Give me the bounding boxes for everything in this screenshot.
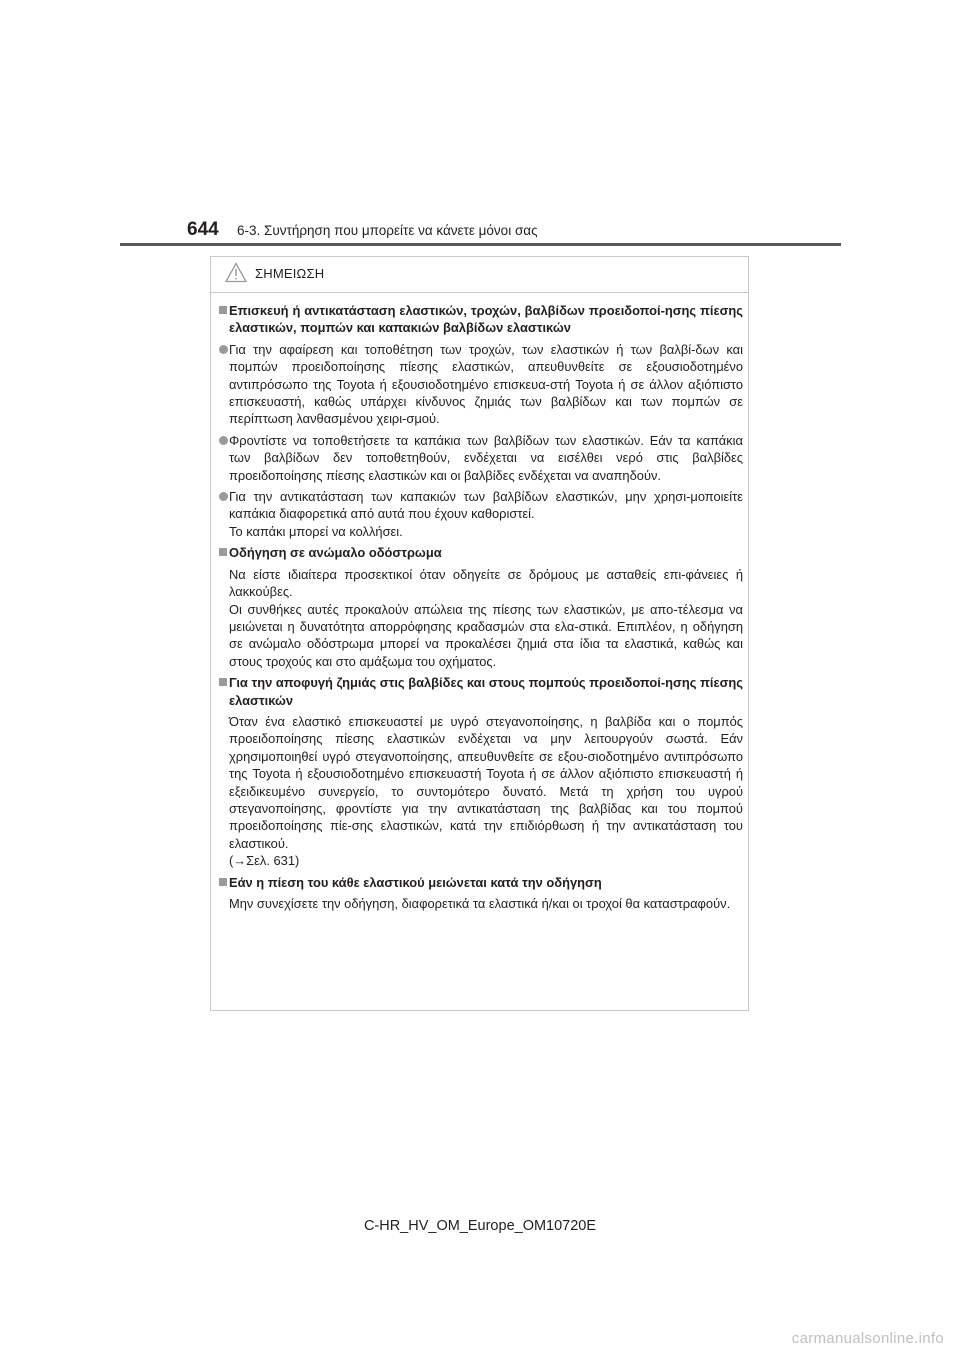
section-heading: Οδήγηση σε ανώμαλο οδόστρωμα [219,544,743,561]
section-heading: Για την αποφυγή ζημιάς στις βαλβίδες και στους πομπούς προειδοποί-ησης πίεσης ελαστικών [219,674,743,709]
bullet-item: Για την αφαίρεση και τοποθέτηση των τροχών, των ελαστικών ή των βαλβί-δων και πομπών προειδοποίησης πίεσης ελαστικών, απευθυνθείτε σε εξουσιοδοτημένο αντιπρόσωπο της Toyota ή εξουσιοδοτημένο επισκευα-στή Toyota ή σε άλλον αξιόπιστο επισκευαστή, καθώς υπάρχει κίνδυνος ζημιάς των βαλβίδων και των πομπών σε περίπτωση λανθασμένου χειρι-σμού. [219,341,743,428]
square-bullet-icon [219,306,227,314]
section-heading: Εάν η πίεση του κάθε ελαστικού μειώνεται κατά την οδήγηση [219,874,743,891]
circle-bullet-icon [219,436,228,445]
note-title: ΣΗΜΕΙΩΣΗ [255,266,325,281]
document-code: C-HR_HV_OM_Europe_OM10720E [363,1218,597,1234]
circle-bullet-icon [219,345,228,354]
note-body [219,302,743,916]
header-rule [120,243,841,246]
section-title: 6-3. Συντήρηση που μπορείτε να κάνετε μόνοι σας [237,223,538,238]
paragraph: Μην συνεχίσετε την οδήγηση, διαφορετικά τα ελαστικά ή/και οι τροχοί θα καταστραφούν. [229,896,731,911]
circle-bullet-icon [219,492,228,501]
square-bullet-icon [219,678,227,686]
watermark: carmanualsonline.info [791,1330,944,1347]
bullet-item: Φροντίστε να τοποθετήσετε τα καπάκια των βαλβίδων των ελαστικών. Εάν τα καπάκια των βαλβίδων δεν τοποθετηθούν, ενδέχεται να εισέλθει νερό στις βαλβίδες προειδοποίησης πίεσης ελαστικών και οι βαλβίδες ενδέχεται να αναπηδούν. [219,432,743,484]
note-header [211,257,748,293]
paragraph: Όταν ένα ελαστικό επισκευαστεί με υγρό στεγανοποίησης, η βαλβίδα και ο πομπός προειδοποίησης πίεσης ελαστικών ενδέχεται να μην λειτουργούν σωστά. Εάν χρησιμοποιηθεί υγρό στεγανοποίησης, απευθυνθείτε σε εξου-σιοδοτημένο αντιπρόσωπο της Toyota ή εξουσιοδοτημένο επισκευαστή Toyota ή σε άλλον αξιόπιστο επισκευαστή ή εξειδικευμένο συνεργείο, το συντομότερο δυνατό. Μετά τη χρήση του υγρού στεγανοποίησης, φροντίστε για την αντικατάσταση της βαλβίδας και του πομπού προειδοποίησης πίε-σης ελαστικών, κατά την επιδιόρθωση ή την αντικατάσταση του ελαστικού. (→Σελ. 631) [229,713,743,869]
page-number: 644 [187,219,219,240]
note-box [210,256,749,1011]
warning-triangle-icon [225,262,247,283]
paragraph: Να είστε ιδιαίτερα προσεκτικοί όταν οδηγείτε σε δρόμους με ασταθείς επι-φάνειες ή λακκούβες. Οι συνθήκες αυτές προκαλούν απώλεια της πίεσης των ελαστικών, με απο-τέλεσμα να μειώνεται η δυνατότητα απορρόφησης κραδασμών στα ελα-στικά. Επιπλέον, η οδήγηση σε ανώμαλο οδόστρωμα μπορεί να προκαλέσει ζημιά στα ίδια τα ελαστικά, καθώς και στους τροχούς και στο αμάξωμα του οχήματος. [229,566,743,669]
square-bullet-icon [219,878,227,886]
square-bullet-icon [219,548,227,556]
section-heading: Επισκευή ή αντικατάσταση ελαστικών, τροχών, βαλβίδων προειδοποί-ησης πίεσης ελαστικών, πομπών και καπακιών βαλβίδων ελαστικών [219,302,743,337]
bullet-item: Για την αντικατάσταση των καπακιών των βαλβίδων ελαστικών, μην χρησι-μοποιείτε καπάκια διαφορετικά από αυτά που έχουν καθοριστεί. Το καπάκι μπορεί να κολλήσει. [219,488,743,540]
